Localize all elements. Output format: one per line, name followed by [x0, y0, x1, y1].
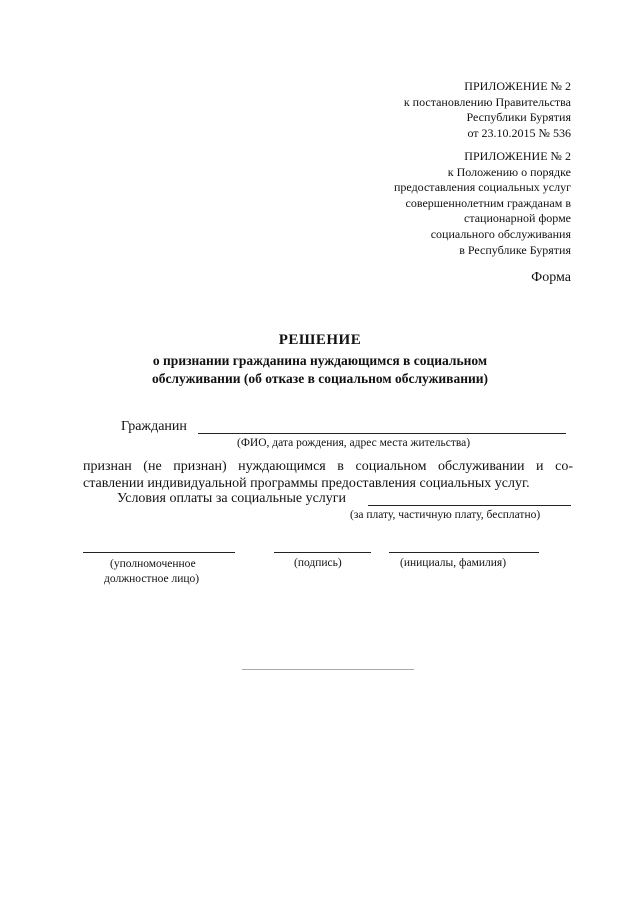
subtitle-line: обслуживании (об отказе в социальном обслуживании): [151, 371, 489, 386]
form-label: Форма: [531, 270, 571, 285]
appendix-2-line: предоставления социальных услуг: [393, 180, 571, 195]
appendix-1-date: от 23.10.2015 № 536: [467, 125, 571, 140]
appendix-1-block: [404, 79, 571, 141]
appendix-2-line: в Республике Бурятия: [459, 242, 571, 257]
payment-label: Условия оплаты за социальные услуги: [117, 491, 347, 506]
subtitle-line: о признании гражданина нуждающимся в социальном: [152, 353, 488, 368]
appendix-1-heading: ПРИЛОЖЕНИЕ № 2: [464, 79, 571, 93]
name-line[interactable]: [389, 552, 539, 553]
citizen-label: Гражданин: [121, 419, 187, 434]
appendix-2-line: социального обслуживания: [430, 226, 571, 241]
signature-line[interactable]: [274, 552, 371, 553]
citizen-hint: (ФИО, дата рождения, адрес места жительства): [237, 437, 471, 449]
payment-hint: (за плату, частичную плату, бесплатно): [350, 509, 541, 521]
appendix-1-line: Республики Бурятия: [466, 110, 571, 125]
official-hint-line: должностное лицо): [104, 573, 200, 585]
signature-hint: (подпись): [294, 557, 342, 569]
official-line[interactable]: [83, 552, 235, 553]
name-hint: (инициалы, фамилия): [400, 557, 507, 569]
appendix-1-line: к постановлению Правительства: [403, 94, 571, 109]
appendix-2-line: совершеннолетним гражданам в: [405, 195, 571, 210]
appendix-2-line: к Положению о порядке: [447, 164, 571, 179]
document-subtitle: [0, 352, 640, 388]
appendix-2-block: [394, 149, 571, 258]
appendix-2-line: стационарной форме: [464, 211, 571, 226]
document-title: РЕШЕНИЕ: [278, 332, 362, 348]
official-hint-line: (уполномоченное: [110, 558, 196, 570]
appendix-2-heading: ПРИЛОЖЕНИЕ № 2: [464, 149, 571, 163]
closing-divider: [242, 669, 414, 670]
body-line: признан (не признан) нуждающимся в социальном обслуживании и со-: [83, 459, 573, 474]
payment-field[interactable]: [368, 505, 571, 506]
body-line: ставлении индивидуальной программы предоставления социальных услуг.: [83, 476, 530, 491]
citizen-field[interactable]: [198, 433, 566, 434]
official-hint: [104, 557, 199, 587]
